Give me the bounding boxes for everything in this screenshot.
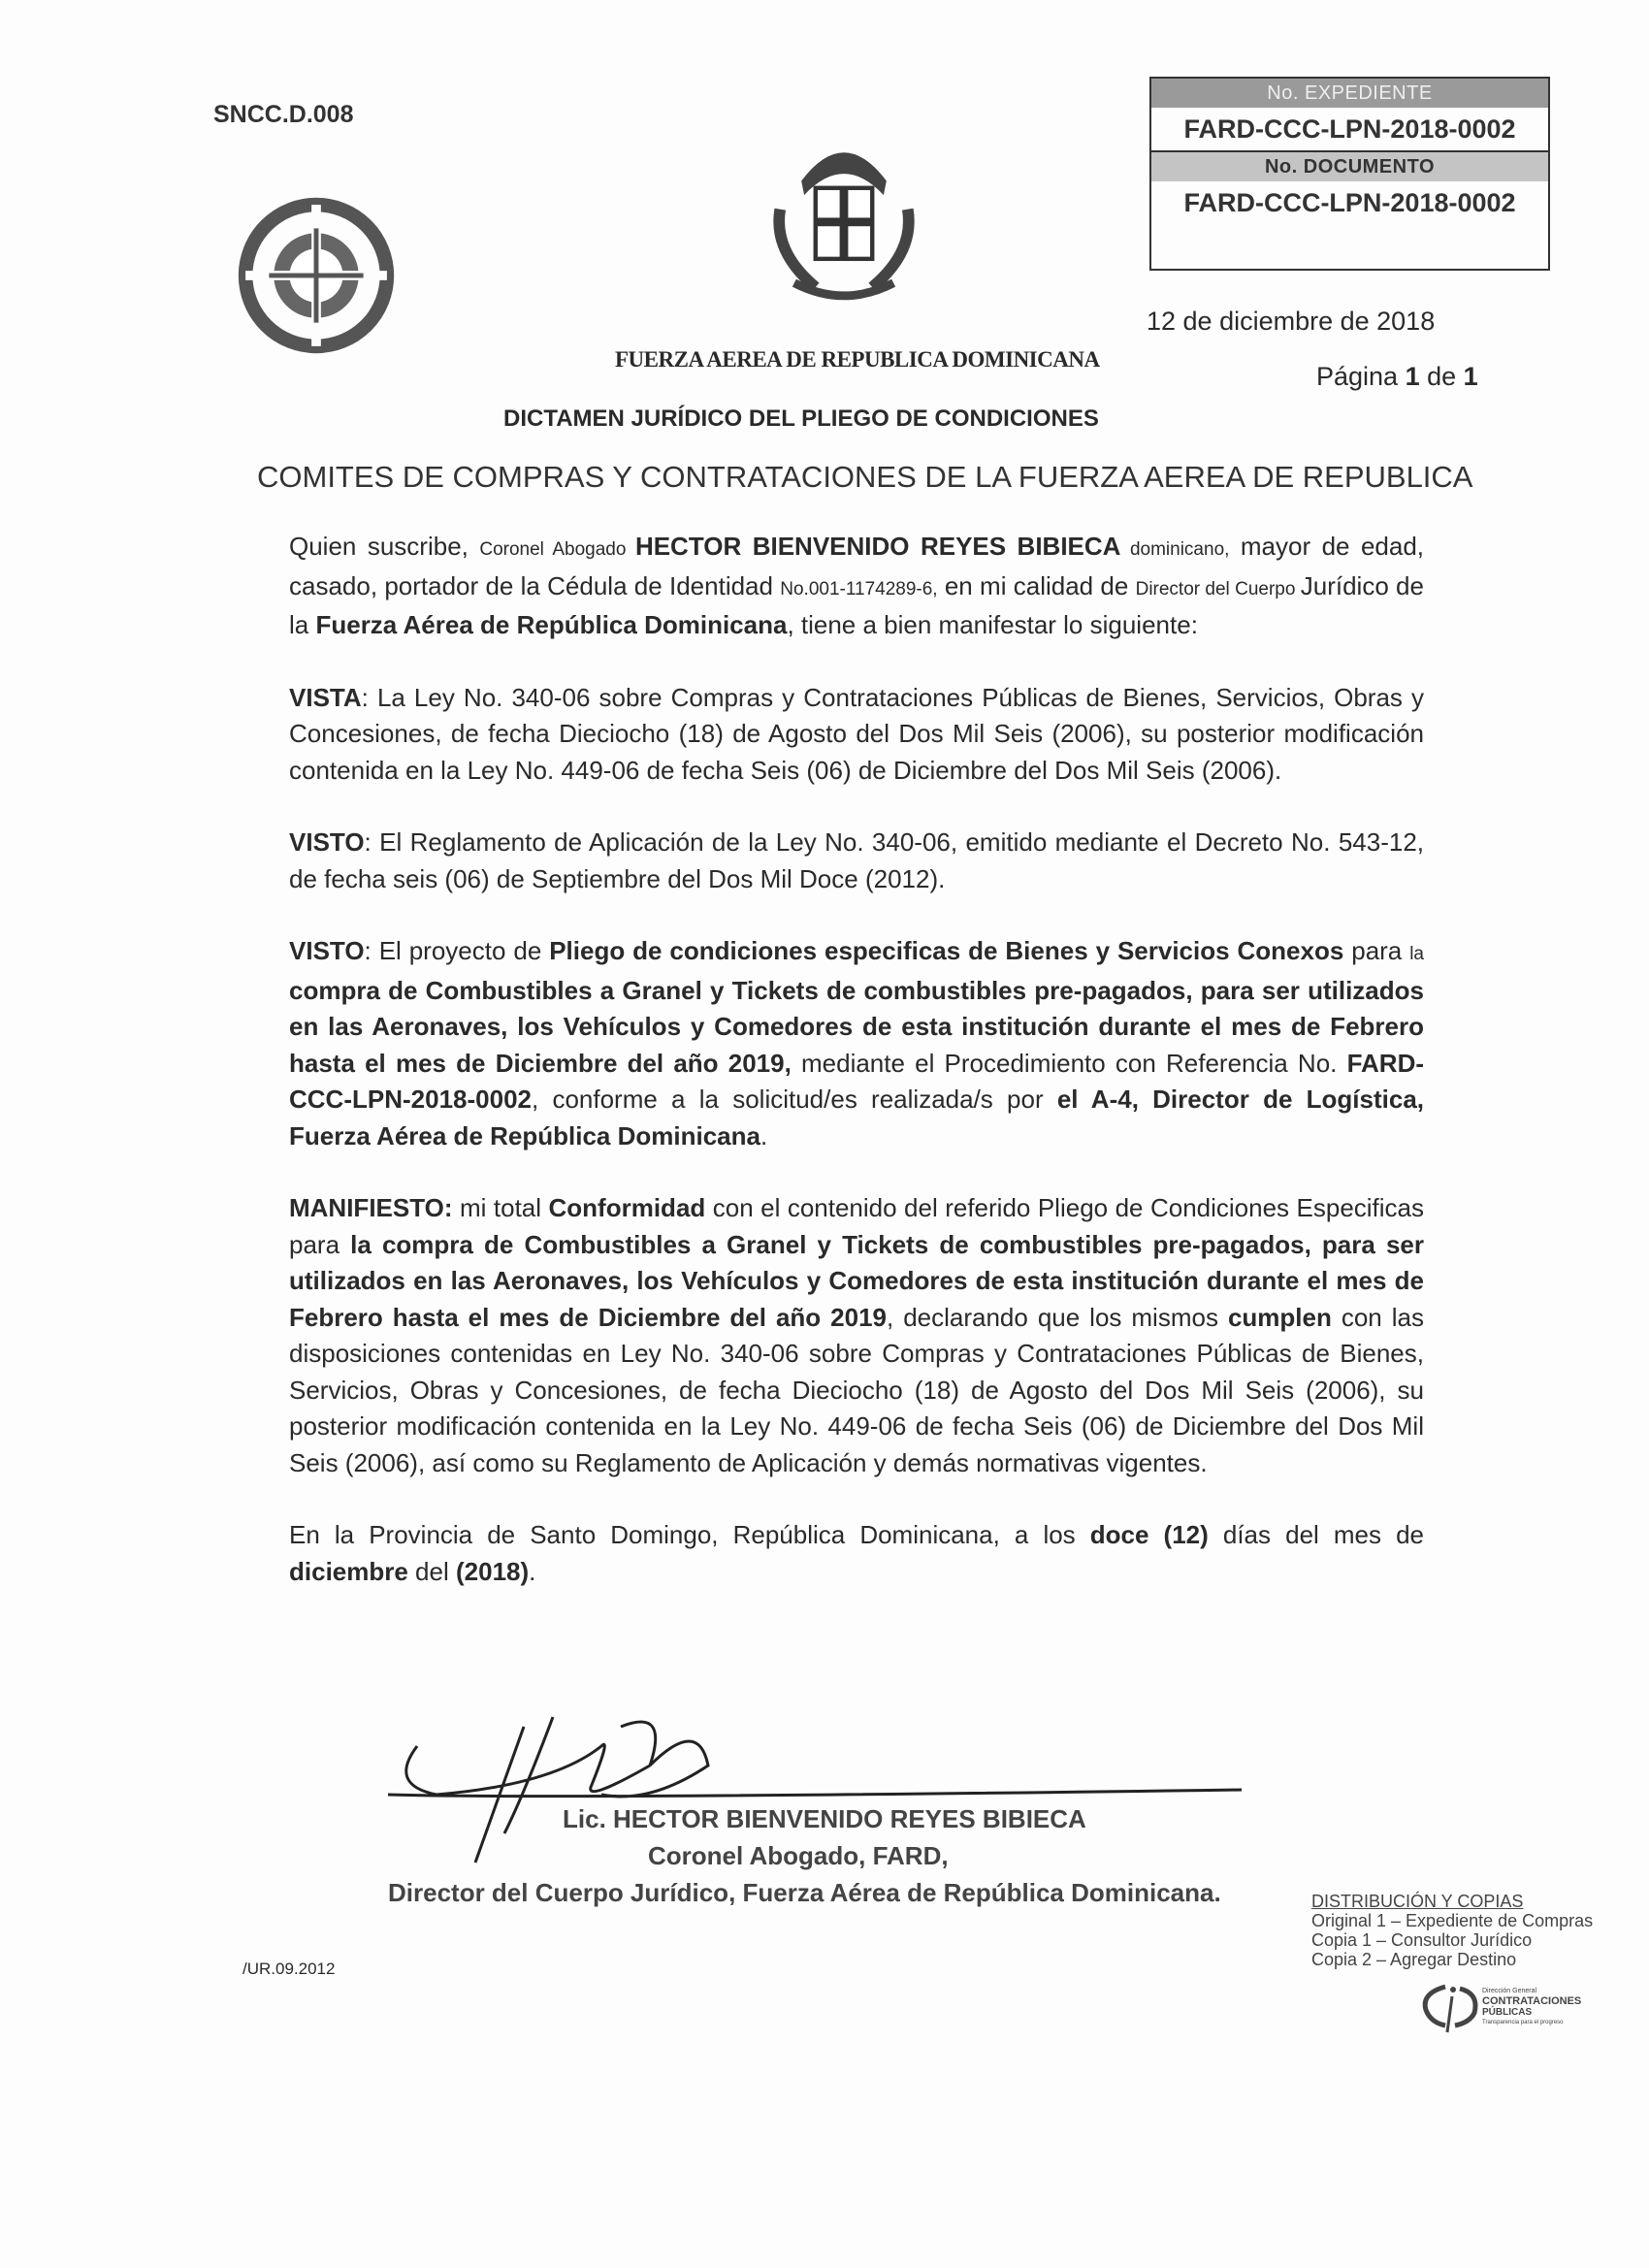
body-paragraph (289, 825, 1424, 897)
distribution-title: DISTRIBUCIÓN Y COPIAS (1311, 1892, 1524, 1911)
text-segment: doce (12) (1089, 1520, 1209, 1549)
body-paragraph (289, 529, 1424, 644)
text-segment: dominicano, (1120, 539, 1230, 560)
text-segment: VISTA (289, 682, 362, 712)
text-segment: Pliego de condiciones especificas de Bienes y Servicios Conexos (549, 936, 1344, 965)
text-segment: mayor de edad, casado, portador de la Cédula de Identidad (289, 532, 1425, 600)
text-segment: : La Ley No. 340-06 sobre Compras y Contrataciones Públicas de Bienes, Servicios, Obras y Concesiones, de fecha Dieciocho (18) de Agosto del Dos Mil Seis (2006), su posterior modificación contenida en la Ley No. 449-06 de fecha Seis (06) de Diciembre del Dos Mil Seis (2006). (289, 682, 1424, 785)
distribution-item: Copia 2 – Agregar Destino (1311, 1950, 1517, 1969)
text-segment: FARD-CCC-LPN-2018-0002 (289, 1048, 1424, 1114)
page-total: 1 (1463, 362, 1478, 391)
body-paragraph (289, 1190, 1424, 1481)
institution-name: FUERZA AEREA DE REPUBLICA DOMINICANA (615, 347, 1100, 372)
text-segment: Coronel Abogado (479, 539, 635, 560)
text-segment: días del mes de (1208, 1520, 1425, 1549)
text-segment: . (760, 1120, 768, 1150)
text-segment: Director del Cuerpo (1135, 578, 1301, 599)
text-segment: compra de Combustibles a Granel y Tickets de combustibles pre-pagados, para ser utilizados en las Aeronaves, los Vehículos y Comedores de esta institución durante el mes de Febrero hasta el mes de Diciembre del año 2019, (289, 975, 1424, 1078)
text-segment: VISTO (289, 827, 365, 857)
signatory-position: Director del Cuerpo Jurídico, Fuerza Aérea de República Dominicana. (388, 1878, 1221, 1907)
text-segment: la (1409, 944, 1424, 964)
text-segment: con el contenido del referido Pliego de Condiciones Especificas para (289, 1193, 1425, 1259)
text-segment: el A-4, Director de Logística, Fuerza Aérea de República Dominicana (289, 1085, 1425, 1150)
distribution-item: Original 1 – Expediente de Compras (1311, 1911, 1594, 1930)
expediente-label: No. EXPEDIENTE (1151, 79, 1548, 108)
text-segment: Conformidad (548, 1193, 706, 1222)
svg-text:Transparencia para el progreso: Transparencia para el progreso (1482, 2020, 1564, 2025)
text-segment: , tiene a bien manifestar lo siguiente: (787, 610, 1198, 639)
text-segment: No.001-1174289-6, (780, 578, 938, 599)
text-segment: mediante el Procedimiento con Referencia No. (791, 1048, 1347, 1078)
dgcp-target-logo-icon (238, 197, 395, 354)
text-segment: del (407, 1556, 456, 1586)
text-segment: Jurídico de la (289, 570, 1424, 639)
page-mid: de (1419, 362, 1464, 391)
document-subtitle: COMITES DE COMPRAS Y CONTRATACIONES DE LA FUERZA AEREA DE REPUBLICA (257, 460, 1473, 494)
page-current: 1 (1405, 362, 1420, 391)
text-segment: mi total (452, 1193, 549, 1222)
page-number (1316, 362, 1478, 392)
document-date: 12 de diciembre de 2018 (1147, 307, 1436, 336)
signatory-rank: Coronel Abogado, FARD, (648, 1841, 949, 1870)
text-segment: diciembre (289, 1556, 408, 1586)
document-title: DICTAMEN JURÍDICO DEL PLIEGO DE CONDICIONES (503, 405, 1099, 432)
documento-label: No. DOCUMENTO (1151, 152, 1548, 181)
body-paragraph (289, 680, 1424, 790)
text-segment: En la Provincia de Santo Domingo, República Dominicana, a los (289, 1520, 1090, 1549)
text-segment: Fuerza Aérea de República Dominicana (315, 610, 788, 639)
text-segment: : El Reglamento de Aplicación de la Ley No. 340-06, emitido mediante el Decreto No. 543-12, de fecha seis (06) de Septiembre del Dos Mil Doce (2012). (289, 827, 1424, 893)
form-version: /UR.09.2012 (242, 1960, 336, 1978)
text-segment: MANIFIESTO: (289, 1193, 453, 1222)
text-segment: , declarando que los mismos (886, 1302, 1228, 1332)
document-id-box (1149, 77, 1550, 271)
text-segment: para (1343, 936, 1410, 965)
text-segment: , conforme a la solicitud/es realizada/s por (531, 1085, 1057, 1114)
text-segment: en mi calidad de (937, 570, 1136, 600)
text-segment: VISTO (289, 936, 365, 965)
documento-value: FARD-CCC-LPN-2018-0002 (1183, 188, 1516, 217)
expediente-value: FARD-CCC-LPN-2018-0002 (1151, 108, 1548, 152)
text-segment: . (529, 1556, 536, 1586)
text-segment: cumplen (1227, 1302, 1332, 1332)
text-segment: : El proyecto de (364, 936, 550, 965)
body-paragraph (289, 933, 1424, 1154)
page-prefix: Página (1316, 362, 1406, 391)
document-body (289, 529, 1424, 1626)
signature-block (359, 1707, 1271, 1907)
dgcp-contrataciones-logo-icon (1416, 1979, 1582, 2037)
coat-of-arms-icon (757, 124, 931, 308)
form-code: SNCC.D.008 (213, 101, 354, 128)
text-segment: la compra de Combustibles a Granel y Tickets de combustibles pre-pagados, para ser utilizados en las Aeronaves, los Vehículos y Comedores de esta institución durante el mes de Febrero hasta el mes de Diciembre del año 2019 (289, 1229, 1424, 1332)
text-segment: HECTOR BIENVENIDO REYES BIBIECA (634, 532, 1121, 561)
svg-text:Dirección General: Dirección General (1482, 1988, 1537, 1994)
text-segment: (2018) (455, 1556, 530, 1586)
body-paragraph (289, 1517, 1424, 1590)
distribution-item: Copia 1 – Consultor Jurídico (1311, 1930, 1533, 1950)
svg-text:PÚBLICAS: PÚBLICAS (1482, 2007, 1533, 2018)
svg-text:CONTRATACIONES: CONTRATACIONES (1482, 1995, 1582, 2007)
text-segment: Quien suscribe, (289, 532, 480, 561)
text-segment: con las disposiciones contenidas en Ley No. 340-06 sobre Compras y Contrataciones Públicas de Bienes, Servicios, Obras y Concesiones, de fecha Dieciocho (18) de Agosto del Dos Mil Seis (2006), su posterior modificación contenida en la Ley No. 449-06 de fecha Seis (06) de Diciembre del Dos Mil Seis (2006), así como su Reglamento de Aplicación y demás normativas vigentes. (289, 1302, 1424, 1477)
distribution-list (1311, 1892, 1593, 1969)
signatory-name: Lic. HECTOR BIENVENIDO REYES BIBIECA (563, 1804, 1086, 1833)
